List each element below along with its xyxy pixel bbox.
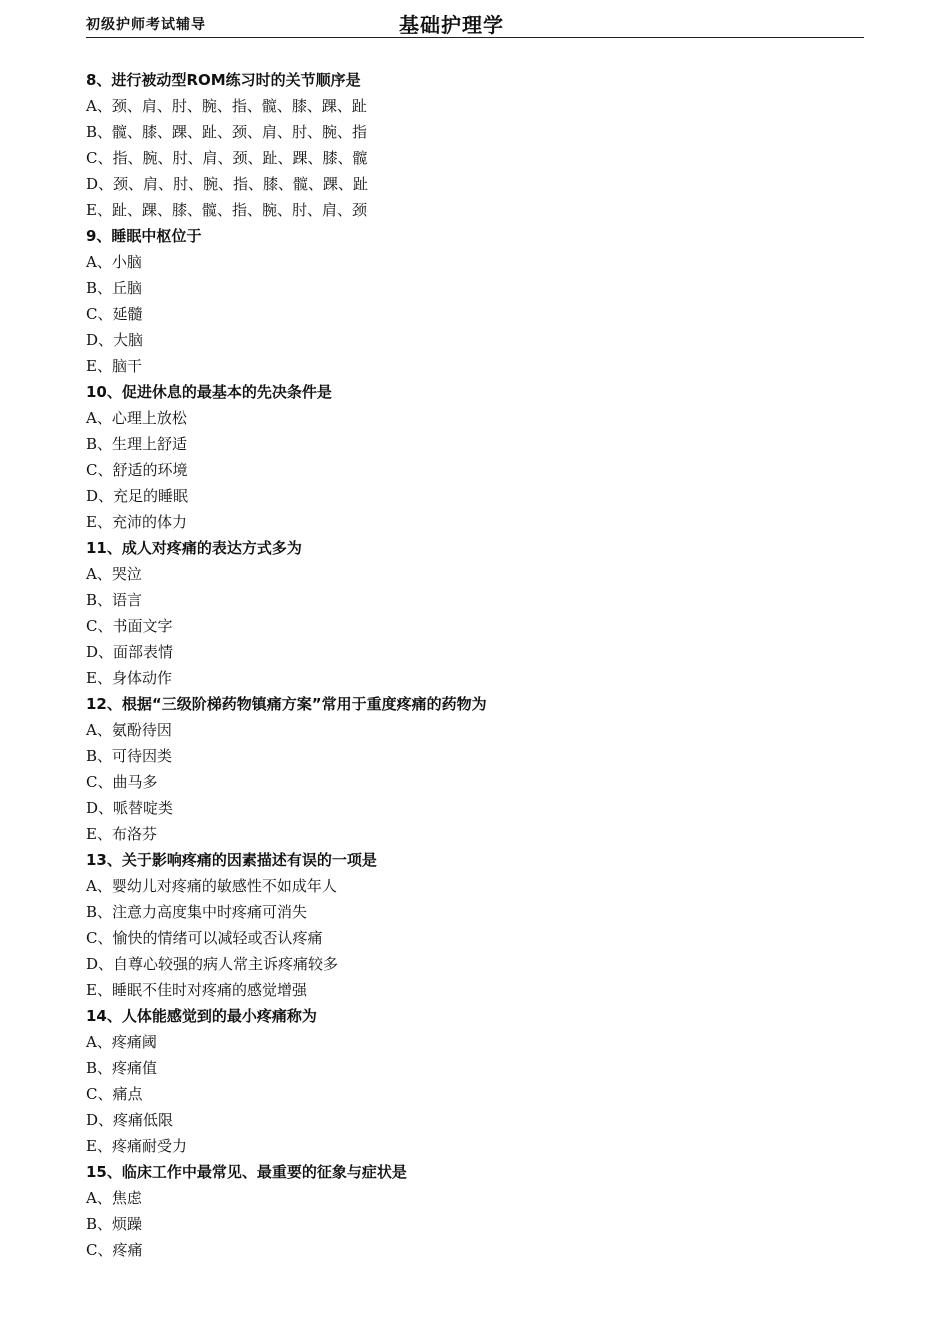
question-block — [86, 379, 866, 535]
answer-option: D、面部表情 — [86, 643, 174, 661]
answer-option: A、焦虑 — [86, 1189, 142, 1207]
answer-option: A、氨酚待因 — [86, 721, 172, 739]
header-exam-title: 初级护师考试辅导 — [86, 17, 206, 33]
answer-option: B、注意力高度集中时疼痛可消失 — [86, 903, 308, 921]
answer-option: D、哌替啶类 — [86, 799, 174, 817]
answer-option: D、充足的睡眠 — [86, 487, 189, 505]
question-block — [86, 67, 866, 223]
question-block — [86, 847, 866, 1003]
answer-option: C、指、腕、肘、肩、颈、趾、踝、膝、髋 — [86, 149, 368, 167]
answer-option: C、疼痛 — [86, 1241, 143, 1259]
answer-option: B、丘脑 — [86, 279, 143, 297]
question-stem: 13、关于影响疼痛的因素描述有误的一项是 — [86, 851, 377, 869]
answer-option: A、疼痛阈 — [86, 1033, 157, 1051]
header-subject-title: 基础护理学 — [399, 13, 504, 37]
question-block — [86, 223, 866, 379]
answer-option: C、愉快的情绪可以减轻或否认疼痛 — [86, 929, 323, 947]
question-stem: 10、促进休息的最基本的先决条件是 — [86, 383, 332, 401]
question-block — [86, 1159, 866, 1263]
question-stem: 15、临床工作中最常见、最重要的征象与症状是 — [86, 1163, 407, 1181]
answer-option: A、小脑 — [86, 253, 142, 271]
question-stem: 9、睡眠中枢位于 — [86, 227, 202, 245]
answer-option: E、睡眠不佳时对疼痛的感觉增强 — [86, 981, 307, 999]
answer-option: A、颈、肩、肘、腕、指、髋、膝、踝、趾 — [86, 97, 367, 115]
page-header — [86, 0, 864, 38]
question-stem: 12、根据“三级阶梯药物镇痛方案”常用于重度疼痛的药物为 — [86, 695, 487, 713]
answer-option: E、脑干 — [86, 357, 142, 375]
answer-option: C、曲马多 — [86, 773, 158, 791]
answer-option: D、大脑 — [86, 331, 144, 349]
answer-option: C、痛点 — [86, 1085, 143, 1103]
question-block — [86, 1003, 866, 1159]
answer-option: C、延髓 — [86, 305, 143, 323]
answer-option: A、心理上放松 — [86, 409, 187, 427]
answer-option: C、书面文字 — [86, 617, 173, 635]
answer-option: D、自尊心较强的病人常主诉疼痛较多 — [86, 955, 339, 973]
question-list — [86, 67, 866, 1263]
answer-option: B、可待因类 — [86, 747, 173, 765]
answer-option: E、身体动作 — [86, 669, 172, 687]
answer-option: B、疼痛值 — [86, 1059, 158, 1077]
question-block — [86, 535, 866, 691]
answer-option: D、疼痛低限 — [86, 1111, 174, 1129]
question-stem: 14、人体能感觉到的最小疼痛称为 — [86, 1007, 317, 1025]
answer-option: D、颈、肩、肘、腕、指、膝、髋、踝、趾 — [86, 175, 369, 193]
answer-option: A、婴幼儿对疼痛的敏感性不如成年人 — [86, 877, 337, 895]
question-stem: 8、进行被动型ROM练习时的关节顺序是 — [86, 71, 361, 89]
answer-option: B、生理上舒适 — [86, 435, 188, 453]
answer-option: E、疼痛耐受力 — [86, 1137, 187, 1155]
answer-option: E、布洛芬 — [86, 825, 157, 843]
answer-option: B、语言 — [86, 591, 143, 609]
answer-option: B、髋、膝、踝、趾、颈、肩、肘、腕、指 — [86, 123, 368, 141]
question-block — [86, 691, 866, 847]
answer-option: E、趾、踝、膝、髋、指、腕、肘、肩、颈 — [86, 201, 367, 219]
question-stem: 11、成人对疼痛的表达方式多为 — [86, 539, 302, 557]
answer-option: B、烦躁 — [86, 1215, 143, 1233]
answer-option: A、哭泣 — [86, 565, 142, 583]
answer-option: E、充沛的体力 — [86, 513, 187, 531]
answer-option: C、舒适的环境 — [86, 461, 188, 479]
